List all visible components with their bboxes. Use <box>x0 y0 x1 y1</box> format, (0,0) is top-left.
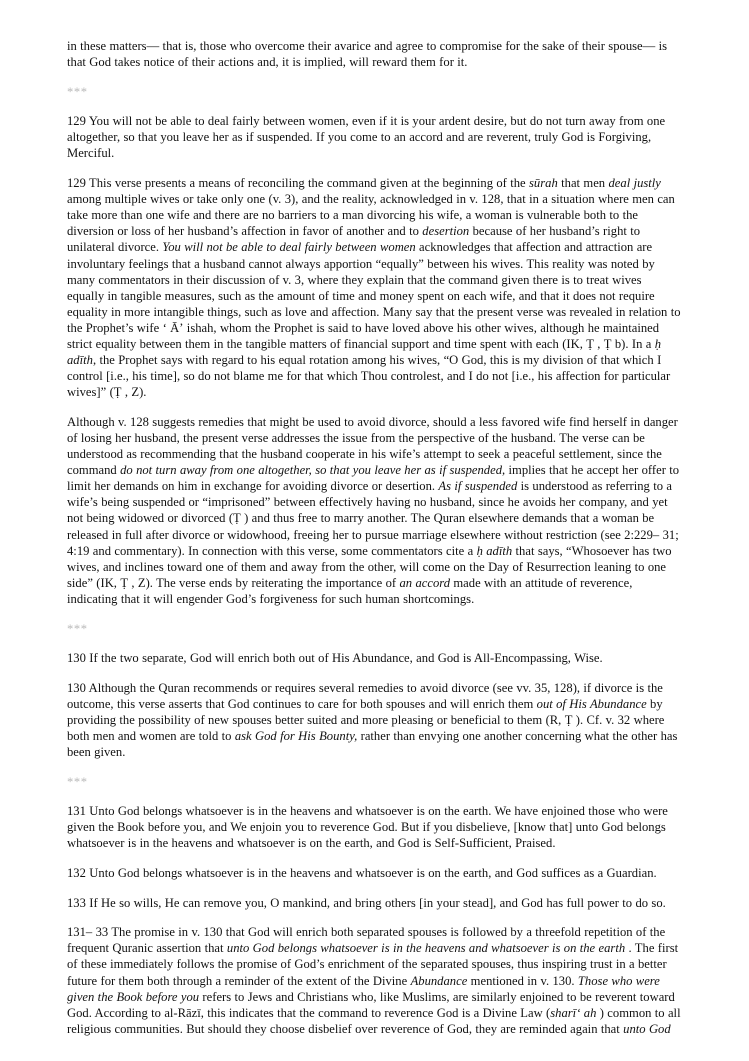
page-text-column <box>67 38 681 1050</box>
section-separator-2: *** <box>67 621 88 636</box>
commentary-text-129: 129 This verse presents a means of reconciling the command given at the beginning of the sūrah that men deal justly among multiple wives or take only one (v. 3), and the reality, acknowledged in v. 128, that in a situation where men can take more than one wife and there are no barriers to a man divorcing his wife, a woman is vulnerable both to the diversion or loss of her husband’s affection in favor of another and to desertion because of her husband’s right to unilateral divorce. You will not be able to deal fairly between women acknowledges that affection and attraction are involuntary feelings that a husband cannot always apportion “equally” between his wives. This reality was noted by many commentators in their discussion of v. 3, where they explain that the command given there is to treat wives equally in tangible measures, such as the amount of time and money spent on each wife, and that it does not require equality in more intangible things, such as love and affection. Many say that the present verse was revealed in relation to the Prophet’s wife ʻ Āʼ ishah, whom the Prophet is said to have loved above his other wives, although he maintained strict equality between them in the tangible matters of financial support and time spent with each (IK, Ṭ , Ṭ b). In a ḥ adīth, the Prophet says with regard to his equal rotation among his wives, “O God, this is my division of that which I control [i.e., his time], so do not blame me for that which Thou controlest, and I do not [i.e., his affection for particular wives]” (Ṭ , Z). <box>67 176 681 400</box>
paragraph-intro-continuation: in these matters— that is, those who overcome their avarice and agree to compromise for the sake of their spouse— is that God takes notice of their actions and, it is implied, will reward them for it. <box>67 39 668 70</box>
section-separator-3: *** <box>67 774 88 789</box>
section-separator-1: *** <box>67 84 88 99</box>
verse-text-129: 129 You will not be able to deal fairly between women, even if it is your ardent desire, but do not turn away from one altogether, so that you leave her as if suspended. If you come to an accord and are reverent, truly God is Forgiving, Merciful. <box>67 114 666 161</box>
verse-text-132: 132 Unto God belongs whatsoever is in the heavens and whatsoever is on the earth, and God suffices as a Guardian. <box>67 866 657 881</box>
commentary-text-130: 130 Although the Quran recommends or requires several remedies to avoid divorce (see vv. 35, 128), if divorce is the outcome, this verse asserts that God continues to care for both spouses and will enrich them out of His Abundance by providing the possibility of new spouses better suited and more pleasing or beneficial to them (R, Ṭ ). Cf. v. 32 where both men and women are told to ask God for His Bounty, rather than envying one another concerning what the other has been given. <box>67 680 678 760</box>
verse-text-133: 133 If He so wills, He can remove you, O mankind, and bring others [in your stead], and God has full power to do so. <box>67 895 666 910</box>
commentary-text-131-133: 131– 33 The promise in v. 130 that God will enrich both separated spouses is followed by a threefold repetition of the frequent Quranic assertion that unto God belongs whatsoever is in the heavens and whatsoever is on the earth . The first of these immediately follows the promise of God’s enrichment of the separated spouses, thus inspiring trust in a better future for them both through a reminder of the extent of the Divine Abundance mentioned in v. 130. Those who were given the Book before you refers to Jews and Christians who, like Muslims, are similarly enjoined to be reverent toward God. According to al-Rāzī, this indicates that the command to reverence God is a Divine Law (sharīʻ ah ) common to all religious communities. But should they choose disbelief over reverence of God, they are reminded again that unto God <box>67 925 681 1036</box>
commentary-text-129-continued: Although v. 128 suggests remedies that might be used to avoid divorce, should a less favored wife find herself in danger of losing her husband, the present verse addresses the issue from the perspective of the husband. The verse can be understood as recommending that the husband cooperate in his wife’s attempt to seek a peaceful settlement, since the command do not turn away from one altogether, so that you leave her as if suspended, implies that he accept her offer to limit her demands on him in exchange for avoiding divorce or desertion. As if suspended is understood as referring to a wife’s being suspended or “imprisoned” between effectively having no husband, since he avoids her company, and yet not being widowed or divorced (Ṭ ) and thus free to marry another. The Quran elsewhere demands that a woman be released in full after divorce or widowhood, freeing her to pursue marriage elsewhere without restriction (see 2:229– 31; 4:19 and commentary). In connection with this verse, some commentators cite a ḥ adīth that says, “Whosoever has two wives, and inclines toward one of them and away from the other, will come on the Day of Resurrection leaning to one side” (IK, Ṭ , Z). The verse ends by reiterating the importance of an accord made with an attitude of reverence, indicating that it will engender God’s forgiveness for such human shortcomings. <box>67 414 680 606</box>
verse-text-130: 130 If the two separate, God will enrich both out of His Abundance, and God is All-Encompassing, Wise. <box>67 651 603 666</box>
verse-text-131: 131 Unto God belongs whatsoever is in the heavens and whatsoever is on the earth. We have enjoined those who were given the Book before you, and We enjoin you to reverence God. But if you disbelieve, [know that] unto God belongs whatsoever is in the heavens and whatsoever is on the earth, and God is Self-Sufficient, Praised. <box>67 804 668 851</box>
